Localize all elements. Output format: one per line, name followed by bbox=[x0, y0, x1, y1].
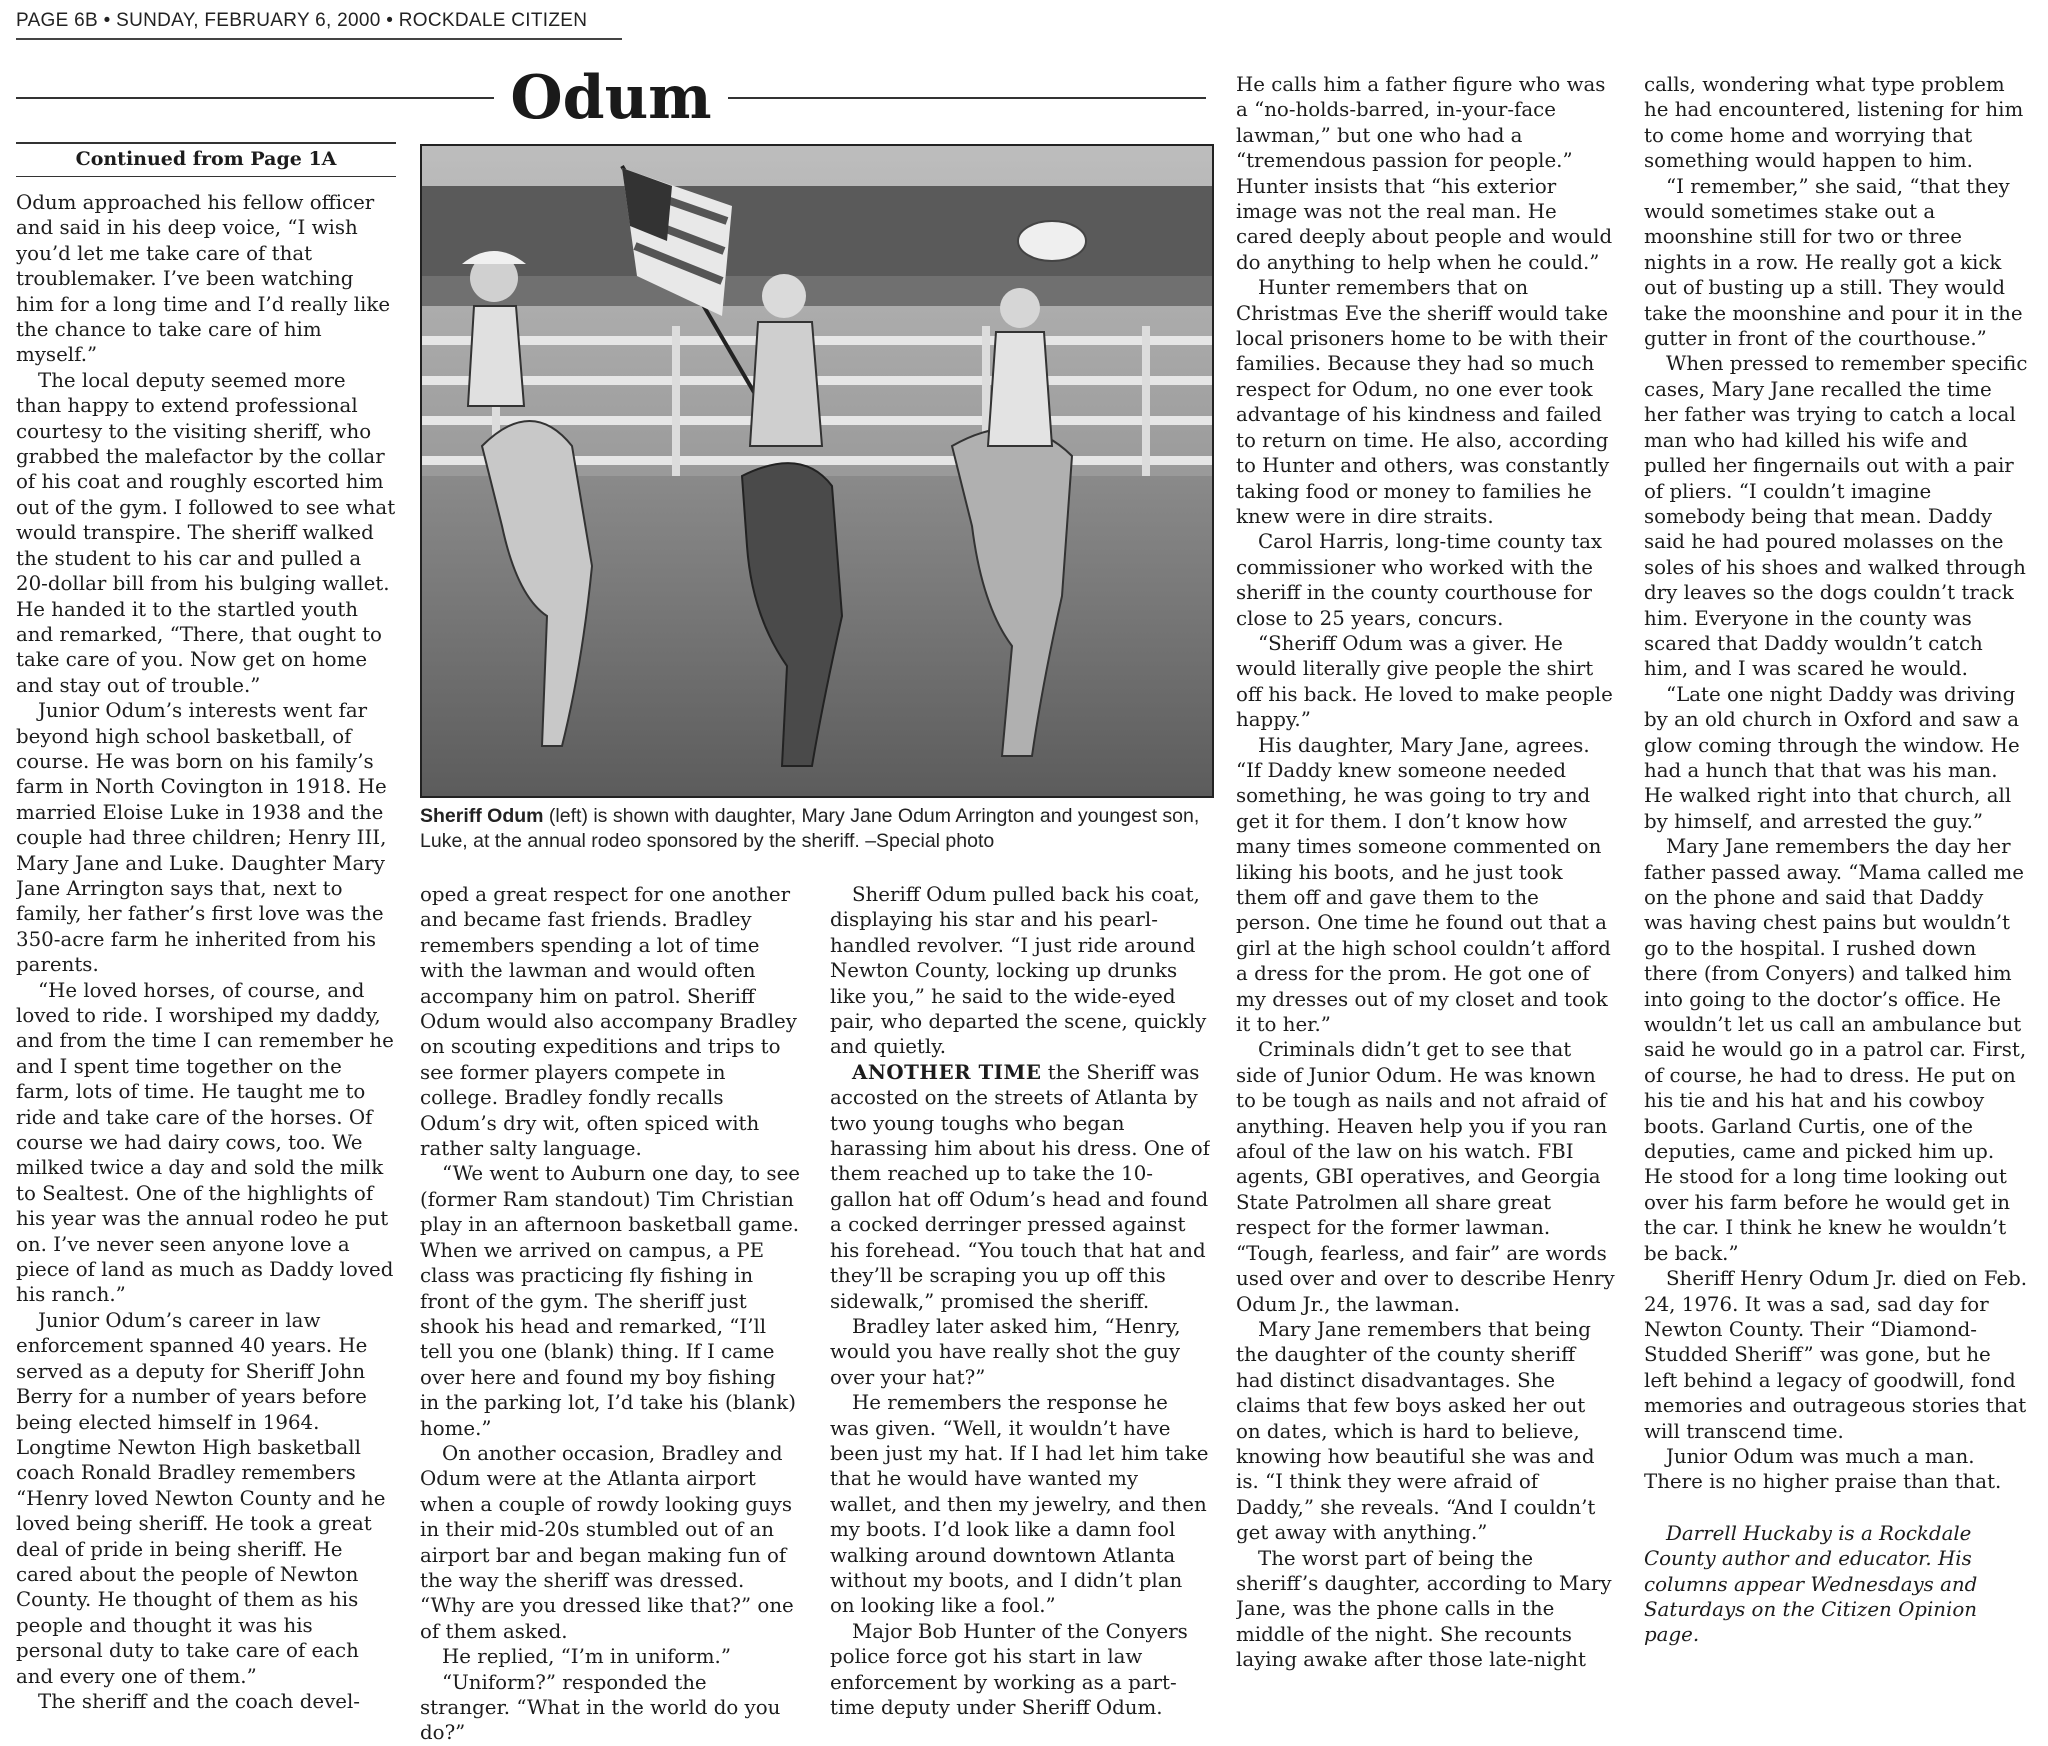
paragraph: Bradley later asked him, “Henry, would you have really shot the guy over your hat?” bbox=[830, 1314, 1181, 1389]
headline-rule-left bbox=[16, 97, 494, 99]
paragraph: His daughter, Mary Jane, agrees. “If Daddy knew someone needed something, he was going to try and get it for them. I don’t know how many times someone commented on liking his boots, and he just took them off and gave them to the person. One time he found out that a girl at the high school couldn’t afford a dress for the prom. He got one of my dresses out of my closet and took it to her.” bbox=[1236, 733, 1611, 1037]
paragraph-text: the Sheriff was accosted on the streets of Atlanta by two young toughs who began harassing him about his dress. One of them reached up to take the 10-gallon hat off Odum’s head and found a cocked derringer pressed against his forehead. “You touch that hat and they’ll be scraping you up off this sidewalk,” promised the sheriff. bbox=[830, 1060, 1210, 1313]
page-folio: PAGE 6B • SUNDAY, FEBRUARY 6, 2000 • ROCKDALE CITIZEN bbox=[16, 10, 588, 31]
headline: Odum bbox=[510, 63, 712, 133]
photo-caption bbox=[420, 804, 1210, 854]
paragraph: Hunter remembers that on Christmas Eve the sheriff would take local prisoners home to be with their families. Because they had so much respect for Odum, no one ever took advantage of his kindness and failed to return on time. He also, according to Hunter and others, was constantly taking food or money to families he knew were in dire straits. bbox=[1236, 276, 1610, 528]
headline-bar bbox=[16, 60, 1206, 136]
paragraph: He remembers the response he was given. “Well, it wouldn’t have been just my hat. If I had let him take that he would have wanted my wallet, and then my jewelry, and then my boots. I’d look like a damn fool walking around downtown Atlanta without my boots, and I didn’t plan on looking like a fool.” bbox=[830, 1391, 1209, 1618]
paragraph: Mary Jane remembers the day her father passed away. “Mama called me on the phone and said that Daddy was having chest pains but wouldn’t go to the hospital. I rushed down there (from Conyers) and talked him into going to the doctor’s office. He wouldn’t let us call an ambulance but said he would go in a patrol car. First, of course, he had to dress. He put on his tie and his hat and his cowboy boots. Garland Curtis, one of the deputies, came and picked him up. He stood for a long time looking out over his farm before he would get in the car. I think he knew he wouldn’t be back.” bbox=[1644, 835, 2027, 1265]
paragraph: Junior Odum was much a man. There is no higher praise than that. bbox=[1644, 1444, 2002, 1494]
paragraph: “Sheriff Odum was a giver. He would literally give people the shirt off his back. He loved to make people happy.” bbox=[1236, 631, 1613, 732]
paragraph: He calls him a father figure who was a “no-holds-barred, in-your-face lawman,” but one who had a “tremendous passion for people.” Hunter insists that “his exterior image was not the real man. He cared deeply about people and would do anything to help when he could.” bbox=[1236, 73, 1613, 274]
continued-notice: Continued from Page 1A bbox=[16, 142, 396, 177]
paragraph: The sheriff and the coach devel- bbox=[38, 1689, 360, 1713]
article-column-5 bbox=[1644, 72, 2028, 1746]
paragraph: The local deputy seemed more than happy to extend professional courtesy to the visiting sheriff, who grabbed the malefactor by the collar of his coat and roughly escorted him out of the gym. I followed to see what would transpire. The sheriff walked the student to his car and pulled a 20-dollar bill from his bulging wallet. He handed it to the startled youth and remarked, “There, that ought to take care of you. Now get on home and stay out of trouble.” bbox=[16, 368, 396, 697]
paragraph: “He loved horses, of course, and loved to ride. I worshiped my daddy, and from the time I can remember he and I spent time together on the farm, lots of time. He taught me to ride and take care of the horses. Of course we had dairy cows, too. We milked twice a day and sold the milk to Sealtest. One of the highlights of his year was the annual rodeo he put on. I’ve never seen anyone love a piece of land as much as Daddy loved his ranch.” bbox=[16, 978, 394, 1307]
paragraph: Major Bob Hunter of the Conyers police force got his start in law enforcement by working as a part-time deputy under Sheriff Odum. bbox=[830, 1619, 1188, 1719]
paragraph: “Late one night Daddy was driving by an old church in Oxford and saw a glow coming through the window. He had a hunch that that was his man. He walked right into that church, all by himself, and arrested the guy.” bbox=[1644, 682, 2020, 833]
rodeo-photo-image bbox=[422, 146, 1212, 796]
paragraph: On another occasion, Bradley and Odum were at the Atlanta airport when a couple of rowdy looking guys in their mid-20s stumbled out of an airport bar and began making fun of the way the sheriff was dressed. “Why are you dressed like that?” one of them asked. bbox=[420, 1441, 794, 1643]
article-column-3 bbox=[830, 882, 1210, 1746]
paragraph bbox=[830, 1060, 1210, 1314]
caption-text: (left) is shown with daughter, Mary Jane Odum Arrington and youngest son, Luke, at the annual rodeo sponsored by the sheriff. –Special photo bbox=[420, 805, 1200, 852]
paragraph: calls, wondering what type problem he had encountered, listening for him to come home and worrying that something would happen to him. bbox=[1644, 73, 2024, 173]
paragraph: “I remember,” she said, “that they would sometimes stake out a moonshine still for two or three nights in a row. He really got a kick out of busting up a still. They would take the moonshine and pour it in the gutter in front of the courthouse.” bbox=[1644, 174, 2023, 351]
paragraph: Junior Odum’s interests went far beyond high school basketball, of course. He was born on his family’s farm in North Covington in 1918. He married Eloise Luke in 1938 and the couple had three children; Henry III, Mary Jane and Luke. Daughter Mary Jane Arrington says that, next to family, her father’s first love was the 350-acre farm he inherited from his parents. bbox=[16, 699, 387, 977]
article-column-4 bbox=[1236, 72, 1616, 1746]
article-column-1 bbox=[16, 190, 396, 1746]
caption-lead: Sheriff Odum bbox=[420, 805, 544, 827]
paragraph: “We went to Auburn one day, to see (former Ram standout) Tim Christian play in an afternoon basketball game. When we arrived on campus, a PE class was practicing fly fishing in front of the gym. The sheriff just shook his head and remarked, “I’ll tell you one (blank) thing. If I came over here and found my boy fishing in the parking lot, I’d take his (blank) home.” bbox=[420, 1162, 800, 1440]
headline-rule-right bbox=[728, 97, 1206, 99]
author-byline: Darrell Huckaby is a Rockdale County author and educator. His columns appear Wednesdays and Saturdays on the Citizen Opinion page. bbox=[1644, 1521, 1978, 1647]
paragraph: Criminals didn’t get to see that side of Junior Odum. He was known to be tough as nails and not afraid of anything. Heaven help you if you ran afoul of the law on his watch. FBI agents, GBI operatives, and Georgia State Patrolmen all share great respect for the former lawman. “Tough, fearless, and fair” are words used over and over to describe Henry Odum Jr., the lawman. bbox=[1236, 1038, 1615, 1316]
paragraph: oped a great respect for one another and became fast friends. Bradley remembers spending a lot of time with the lawman and would often accompany him on patrol. Sheriff Odum would also accompany Bradley on scouting expeditions and trips to see former players compete in college. Bradley fondly recalls Odum’s dry wit, often spiced with rather salty language. bbox=[420, 883, 797, 1161]
folio-rule bbox=[16, 38, 622, 40]
paragraph: The worst part of being the sheriff’s daughter, according to Mary Jane, was the phone calls in the middle of the night. She recounts laying awake after those late-night bbox=[1236, 1546, 1612, 1672]
paragraph: Junior Odum’s career in law enforcement spanned 40 years. He served as a deputy for Sheriff John Berry for a number of years before being elected himself in 1964. Longtime Newton High basketball coach Ronald Bradley remembers “Henry loved Newton County and he loved being sheriff. He took a great deal of pride in being sheriff. He cared about the people of Newton County. He thought of them as his people and thought it was his personal duty to take care of each and every one of them.” bbox=[16, 1308, 386, 1688]
paragraph: He replied, “I’m in uniform.” bbox=[442, 1645, 731, 1669]
subhead-lead: ANOTHER TIME bbox=[852, 1059, 1042, 1084]
paragraph: Sheriff Henry Odum Jr. died on Feb. 24, 1976. It was a sad, sad day for Newton County. Their “Diamond-Studded Sheriff” was gone, but he left behind a legacy of goodwill, fond memories and outrageous stories that will transcend time. bbox=[1644, 1267, 2028, 1443]
paragraph: When pressed to remember specific cases, Mary Jane recalled the time her father was trying to catch a local man who had killed his wife and pulled her fingernails out with a pair of pliers. “I couldn’t imagine somebody being that mean. Daddy said he had poured molasses on the soles of his shoes and walked through dry leaves so the dogs couldn’t track him. Everyone in the county was scared that Daddy wouldn’t catch him, and I was scared he would. bbox=[1644, 352, 2028, 681]
paragraph: Carol Harris, long-time county tax commissioner who worked with the sheriff in the county courthouse for close to 25 years, concurs. bbox=[1236, 530, 1603, 630]
article-column-2 bbox=[420, 882, 800, 1746]
paragraph: Sheriff Odum pulled back his coat, displaying his star and his pearl-handled revolver. “I just ride around Newton County, locking up drunks like you,” he said to the wide-eyed pair, who departed the scene, quickly and quietly. bbox=[830, 883, 1207, 1059]
paragraph: Odum approached his fellow officer and said in his deep voice, “I wish you’d let me take care of that troublemaker. I’ve been watching him for a long time and I’d really like the chance to take care of him myself.” bbox=[16, 191, 391, 367]
paragraph: Mary Jane remembers that being the daughter of the county sheriff had distinct disadvantages. She claims that few boys asked her out on dates, which is hard to believe, knowing how beautiful she was and is. “I think they were afraid of Daddy,” she reveals. “And I couldn’t get away with anything.” bbox=[1236, 1317, 1596, 1545]
rodeo-photo bbox=[420, 144, 1214, 798]
paragraph: “Uniform?” responded the stranger. “What in the world do you do?” bbox=[420, 1670, 781, 1745]
